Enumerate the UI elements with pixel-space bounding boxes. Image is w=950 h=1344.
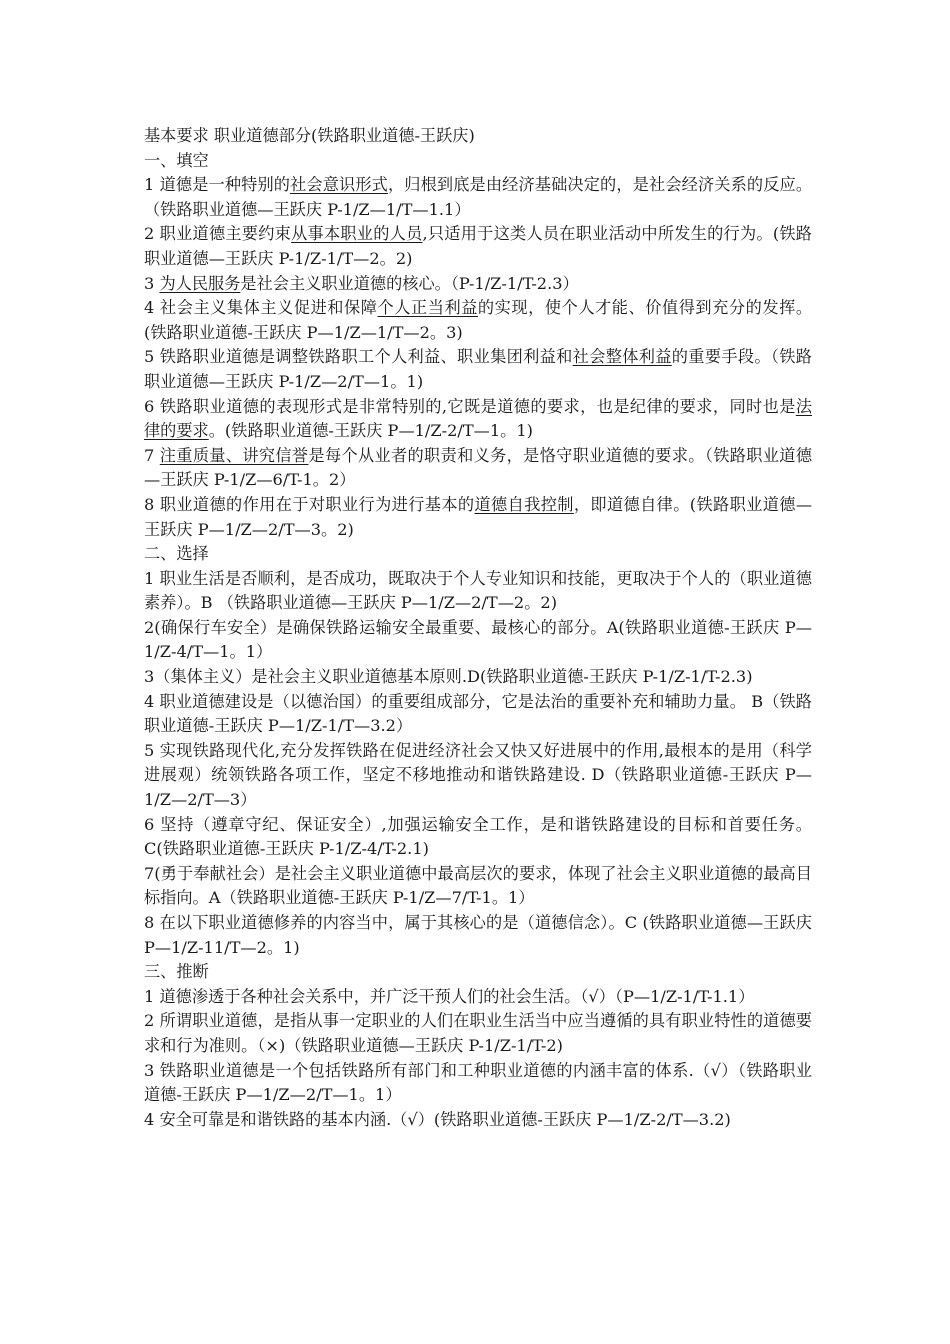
question-text: 的实现，使个人才能、价值得到充分的发挥。(铁路职业道德-王跃庆 P—1/Z—1/T—2。3) [144, 298, 813, 342]
question-item [144, 222, 812, 271]
question-item [144, 616, 812, 665]
question-text: 4 职业道德建设是（以德治国）的重要组成部分，它是法治的重要补充和辅助力量。 B（铁路职业道德-王跃庆 P—1/Z-1/T—3.2） [144, 691, 812, 736]
question-text: 1 道德是一种特别的 [144, 175, 291, 195]
question-text: 7 [144, 445, 160, 465]
question-text: ，归根到底是由经济基础决定的，是社会经济关系的反应。（铁路职业道德—王跃庆 P-1/Z—1/T—1.1） [144, 175, 813, 219]
underlined-answer: 为人民服务 [159, 273, 241, 293]
section-heading: 二、选择 [144, 544, 209, 564]
underlined-answer: 注重质量、讲究信誉 [159, 445, 309, 465]
question-item [144, 345, 812, 394]
question-text: 是每个从业者的职责和义务，是恪守职业道德的要求。（铁路职业道德—王跃庆 P-1/Z—6/T-1。2） [144, 445, 813, 490]
question-item [144, 395, 812, 444]
question-item [144, 665, 812, 690]
question-item [144, 272, 812, 297]
underlined-answer: 个人正当利益 [377, 298, 478, 318]
question-text: 3 [144, 273, 160, 293]
underlined-answer: 从事本职业的人员 [291, 224, 423, 244]
question-text: ,只适用于这类人员在职业活动中所发生的行为。(铁路职业道德—王跃庆 P-1/Z-1/T—2。2) [144, 224, 812, 268]
question-text: 2(确保行车安全）是确保铁路运输安全最重要、最核心的部分。A(铁路职业道德-王跃庆 P—1/Z-4/T—1。1） [144, 617, 812, 662]
question-text: 3 铁路职业道德是一个包括铁路所有部门和工种职业道德的内涵丰富的体系.（√）（铁路职业道德-王跃庆 P—1/Z—2/T—1。1） [144, 1060, 812, 1105]
question-text: 8 在以下职业道德修养的内容当中，属于其核心的是（道德信念）。C (铁路职业道德—王跃庆 P—1/Z-11/T—2。1) [144, 913, 812, 957]
question-text: ，即道德自律。(铁路职业道德—王跃庆 P—1/Z—2/T—3。2) [144, 494, 813, 539]
section-heading: 一、填空 [144, 150, 209, 170]
question-item [144, 862, 812, 911]
question-item [144, 813, 812, 862]
section-heading: 三、推断 [144, 962, 209, 982]
question-text: 5 实现铁路现代化,充分发挥铁路在促进经济社会又快又好进展中的作用,最根本的是用（科学进展观）统领铁路各项工作，坚定不移地推动和谐铁路建设. D（铁路职业道德-王跃庆 P—1/Z—2/T—3） [144, 740, 812, 810]
question-item [144, 985, 812, 1010]
question-item [144, 1108, 812, 1133]
underlined-answer: 社会整体利益 [572, 347, 672, 367]
document-body [144, 124, 812, 1132]
question-item [144, 1009, 812, 1058]
question-item [144, 690, 812, 739]
question-text: 7(勇于奉献社会）是社会主义职业道德中最高层次的要求，体现了社会主义职业道德的最高目标指向。A（铁路职业道德-王跃庆 P-1/Z—7/T-1。1） [144, 863, 812, 908]
question-item [144, 296, 812, 345]
question-text: 。(铁路职业道德-王跃庆 P—1/Z-2/T—1。1) [208, 421, 533, 441]
question-text: 2 职业道德主要约束 [144, 224, 292, 244]
question-text: 5 铁路职业道德是调整铁路职工个人利益、职业集团利益和 [144, 347, 573, 367]
question-item [144, 1059, 812, 1108]
question-text: 2 所谓职业道德，是指从事一定职业的人们在职业生活当中应当遵循的具有职业特性的道德要求和行为准则。（×)（铁路职业道德—王跃庆 P-1/Z-1/T-2) [144, 1011, 812, 1055]
underlined-answer: 法律的要求 [144, 396, 812, 441]
question-item [144, 567, 812, 616]
question-text: 6 坚持（遵章守纪、保证安全）,加强运输安全工作，是和谐铁路建设的目标和首要任务。C(铁路职业道德-王跃庆 P-1/Z-4/T-2.1) [144, 814, 812, 859]
question-text: 是社会主义职业道德的核心。（P-1/Z-1/T-2.3） [240, 273, 579, 293]
question-item [144, 493, 812, 542]
question-item [144, 739, 812, 813]
question-text: 的重要手段。（铁路职业道德—王跃庆 P-1/Z—2/T—1。1) [144, 347, 812, 391]
question-text: 4 社会主义集体主义促进和保障 [144, 298, 378, 318]
question-text: 6 铁路职业道德的表现形式是非常特别的,它既是道德的要求，也是纪律的要求，同时也是 [144, 396, 796, 416]
question-text: 4 安全可靠是和谐铁路的基本内涵.（√）(铁路职业道德-王跃庆 P—1/Z-2/T—3.2) [144, 1109, 731, 1129]
underlined-answer: 道德自我控制 [474, 494, 574, 514]
question-item [144, 444, 812, 493]
question-item [144, 911, 812, 960]
question-text: 1 道德渗透于各种社会关系中，并广泛干预人们的社会生活。（√）（P—1/Z-1/T-1.1） [144, 986, 755, 1006]
underlined-answer: 社会意识形式 [290, 175, 388, 195]
document-title: 基本要求 职业道德部分(铁路职业道德-王跃庆) [144, 126, 475, 145]
question-item [144, 173, 812, 222]
question-text: 1 职业生活是否顺利，是否成功，既取决于个人专业知识和技能，更取决于个人的（职业道德素养）。B （铁路职业道德—王跃庆 P—1/Z—2/T—2。2) [144, 568, 812, 613]
sections-container [144, 149, 812, 1133]
question-text: 8 职业道德的作用在于对职业行为进行基本的 [144, 494, 475, 514]
question-text: 3（集体主义）是社会主义职业道德基本原则.D(铁路职业道德-王跃庆 P-1/Z-1/T-2.3) [144, 667, 753, 687]
